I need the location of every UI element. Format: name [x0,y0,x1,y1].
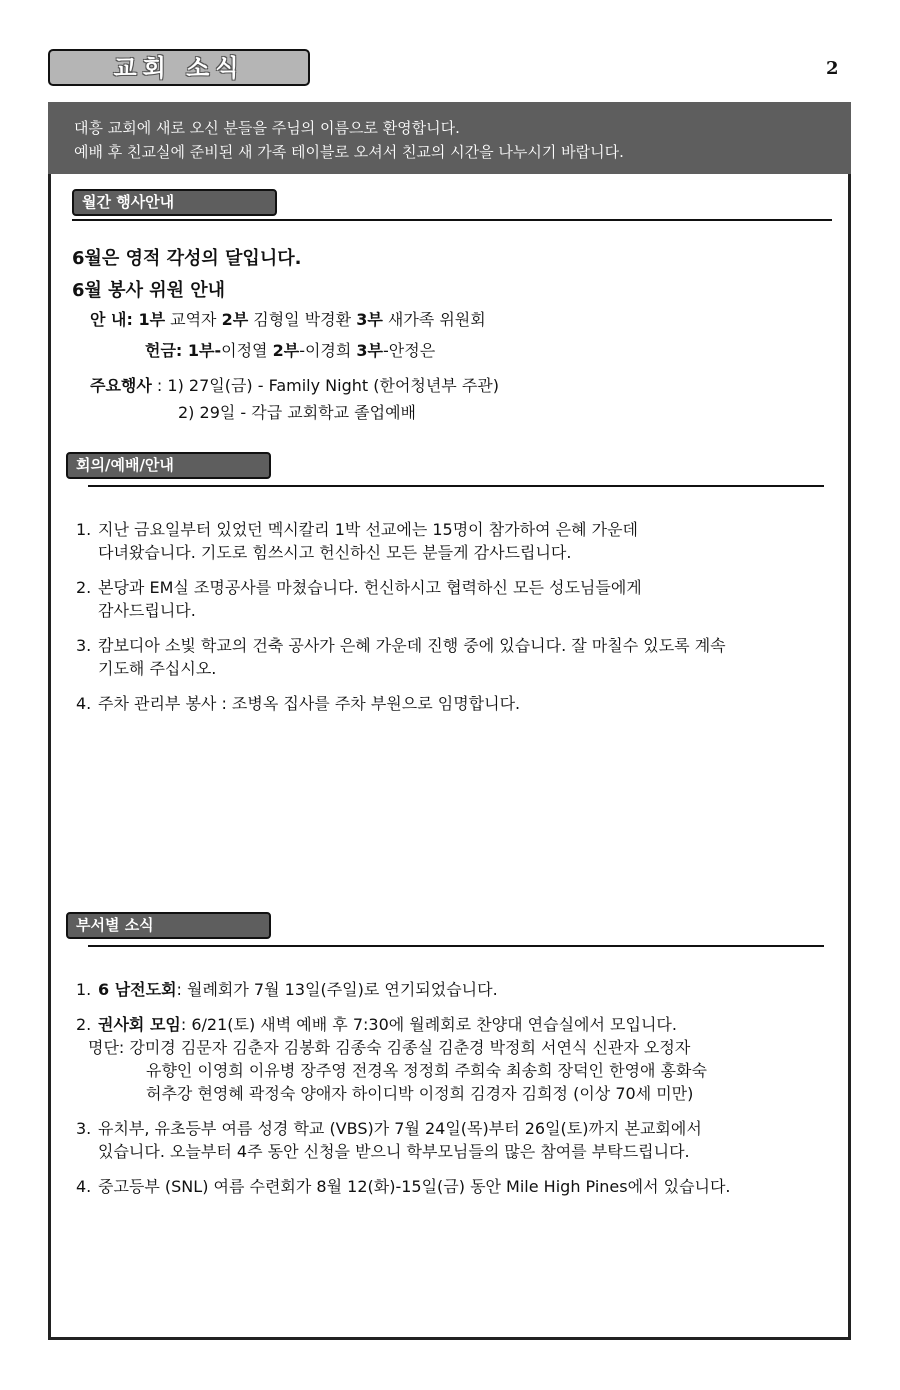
offering-row [145,338,435,361]
item-line: 감사드립니다. [98,601,196,620]
welcome-line-2: 예배 후 친교실에 준비된 새 가족 테이블로 오셔서 친교의 시간을 나누시기 바랍니다. [74,143,624,161]
monthly-headline-1: 6월은 영적 각성의 달입니다. [72,248,302,269]
item-line: 캄보디아 소빛 학교의 건축 공사가 은혜 가운데 진행 중에 있습니다. 잘 마칠수 있도록 계속 [98,636,726,655]
item-line: 있습니다. 오늘부터 4주 동안 신청을 받으니 학부모님들의 많은 참여를 부탁드립니다. [98,1142,690,1161]
item-number: 4. [76,1177,92,1196]
offering-p2: 2부 [272,341,300,360]
section-rule-monthly [72,219,832,221]
page-title: 교회 소식 [113,54,245,82]
events-label: 주요행사 [90,376,152,395]
item-number: 3. [76,636,92,655]
offering-p3: 3부 [356,341,384,360]
list-item [76,1117,846,1163]
item-number: 4. [76,694,92,713]
item-text: : 월례회가 7월 13일(주일)로 연기되었습니다. [176,980,498,999]
section-tab-monthly: 월간 행사안내 [72,189,277,216]
item-number: 3. [76,1119,92,1138]
names-line: 강미경 김문자 김춘자 김봉화 김종숙 김종실 김춘경 박정희 서연식 신관자 오정자 [129,1038,691,1057]
list-item [76,518,846,564]
item-title: 6 남전도회 [98,980,177,999]
events-item-2: 2) 29일 - 각급 교회학교 졸업예배 [178,403,417,422]
item-line: 다녀왔습니다. 기도로 힘쓰시고 헌신하신 모든 분들게 감사드립니다. [98,543,572,562]
guide-p1: 1부 [138,310,166,329]
meetings-list [76,518,846,715]
item-line: 주차 관리부 봉사 : 조병옥 집사를 주차 부원으로 임명합니다. [98,694,521,713]
item-number: 2. [76,1015,92,1034]
item-line: 중고등부 (SNL) 여름 수련회가 8월 12(화)-15일(금) 동안 Mile High Pines에서 있습니다. [98,1177,731,1196]
section-rule-departments [88,945,824,947]
events-item-1: : 1) 27일(금) - Family Night (한어청년부 주관) [151,376,500,395]
section-tab-meetings: 회의/예배/안내 [66,452,271,479]
welcome-line-1: 대흥 교회에 새로 오신 분들을 주님의 이름으로 환영합니다. [74,119,460,137]
offering-label: 헌금: [145,341,188,360]
section-tab-departments: 부서별 소식 [66,912,271,939]
offering-p1-name: 이정열 [221,341,273,360]
item-title: 권사회 모임 [98,1015,181,1034]
guide-p1-name: 교역자 [165,310,222,329]
welcome-banner [48,102,851,174]
item-text: : 6/21(토) 새벽 예배 후 7:30에 월례회로 찬양대 연습실에서 모입니다. [180,1015,677,1034]
offering-p3-name: -안정은 [383,341,436,360]
offering-p1: 1부- [187,341,222,360]
item-line: 기도해 주십시오. [98,659,217,678]
list-item [76,692,846,715]
section-rule-meetings [88,485,824,487]
list-item [76,1013,846,1105]
names-line: 허추강 현영혜 곽정숙 양애자 하이디박 이정희 김경자 김희정 (이상 70세 미만) [146,1084,694,1103]
guide-p3: 3부 [356,310,383,329]
item-number: 1. [76,520,92,539]
guide-p2-name: 김형일 박경환 [248,310,357,329]
monthly-headline-2: 6월 봉사 위원 안내 [72,280,226,301]
departments-list [76,978,846,1198]
list-item [76,634,846,680]
guide-row [90,307,486,330]
item-line: 유치부, 유초등부 여름 성경 학교 (VBS)가 7월 24일(목)부터 26일(토)까지 본교회에서 [98,1119,702,1138]
offering-p2-name: -이경희 [299,341,357,360]
names-label: 명단: [88,1038,130,1057]
guide-label: 안 내: [90,310,139,329]
item-number: 1. [76,980,92,999]
item-number: 2. [76,578,92,597]
events-row-1 [90,373,499,396]
item-line: 본당과 EM실 조명공사를 마쳤습니다. 헌신하시고 협력하신 모든 성도님들에게 [98,578,642,597]
guide-p3-name: 새가족 위원회 [382,310,486,329]
list-item [76,576,846,622]
page-title-tab [48,49,310,86]
list-item [76,1175,846,1198]
page-number: 2 [826,58,839,79]
list-item [76,978,846,1001]
guide-p2: 2부 [221,310,249,329]
names-line: 유향인 이영희 이유병 장주영 전경옥 정정희 주희숙 최송희 장덕인 한영애 홍화숙 [146,1061,707,1080]
item-line: 지난 금요일부터 있었던 멕시칼리 1박 선교에는 15명이 참가하여 은혜 가운데 [98,520,638,539]
